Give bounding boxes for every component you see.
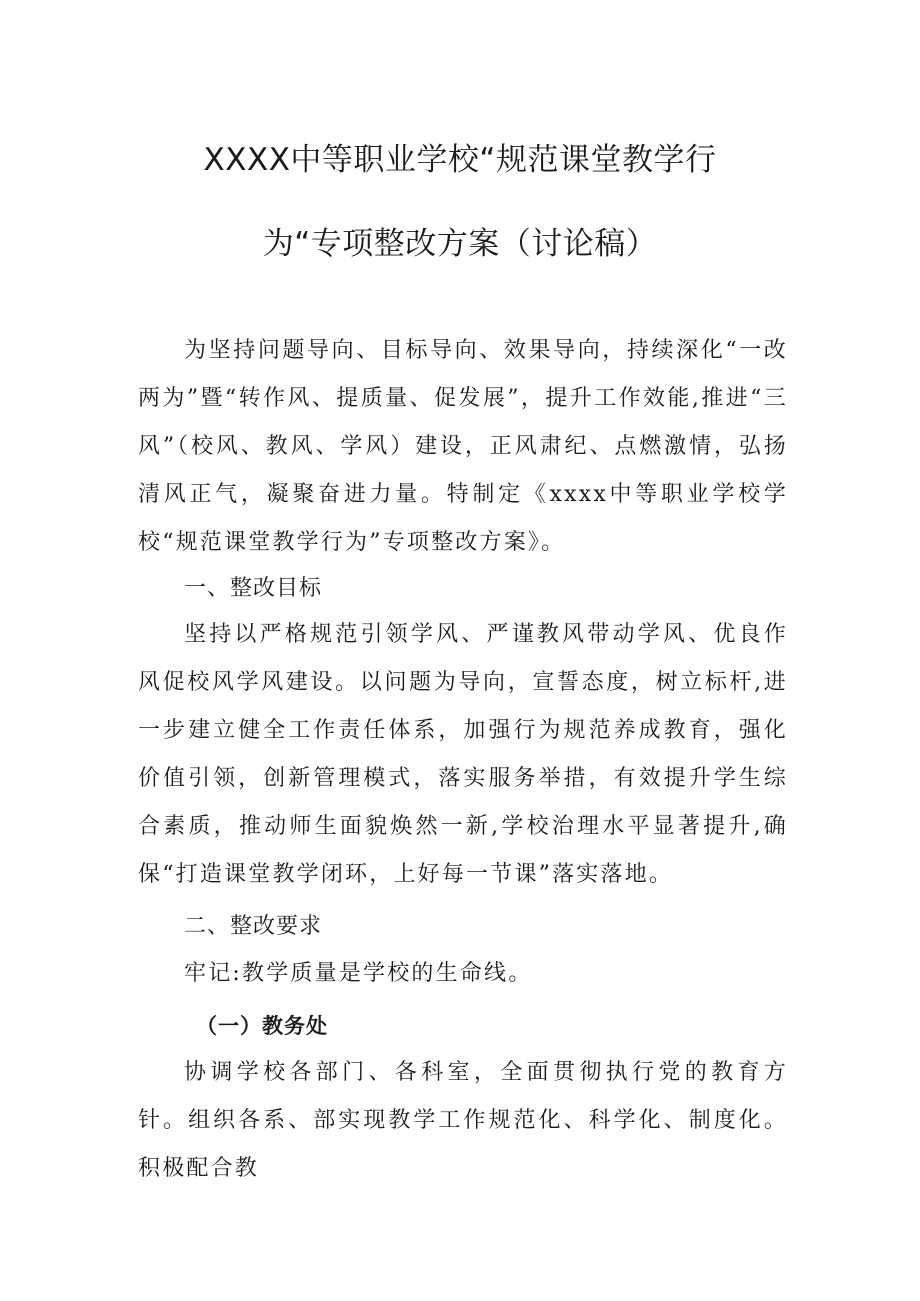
document-title-line-1: XXXX中等职业学校“规范课堂教学行 bbox=[203, 142, 717, 178]
section-heading-goals: 一、整改目标 bbox=[184, 576, 323, 601]
intro-paragraph: 为坚持问题导向、目标导向、效果导向，持续深化“一改两为”暨“转作风、提质量、促发展”，提升工作效能,推进“三风”（校风、教风、学风）建设，正风肃纪、点燃激情，弘扬清风正气，凝聚奋进力量。特制定《xxxx中等职业学校学校“规范课堂教学行为”专项整改方案》。 bbox=[138, 338, 788, 555]
section-heading-requirements: 二、整改要求 bbox=[184, 914, 323, 939]
document-title-line-2: 为“专项整改方案（讨论稿） bbox=[262, 226, 658, 262]
goals-paragraph: 坚持以严格规范引领学风、严谨教风带动学风、优良作风促校风学风建设。以问题为导向，宣誓态度，树立标杆,进一步建立健全工作责任体系，加强行为规范养成教育，强化价值引领，创新管理模式，落实服务举措，有效提升学生综合素质，推动师生面貌焕然一新,学校治理水平显著提升,确保“打造课堂教学闭环，上好每一节课”落实落地。 bbox=[138, 622, 788, 887]
requirements-paragraph: 牢记:教学质量是学校的生命线。 bbox=[184, 961, 533, 986]
subsection-heading-academic-office: （一）教务处 bbox=[196, 1014, 328, 1038]
academic-office-paragraph: 协调学校各部门、各科室，全面贯彻执行党的教育方针。组织各系、部实现教学工作规范化、科学化、制度化。积极配合教 bbox=[138, 1060, 788, 1181]
